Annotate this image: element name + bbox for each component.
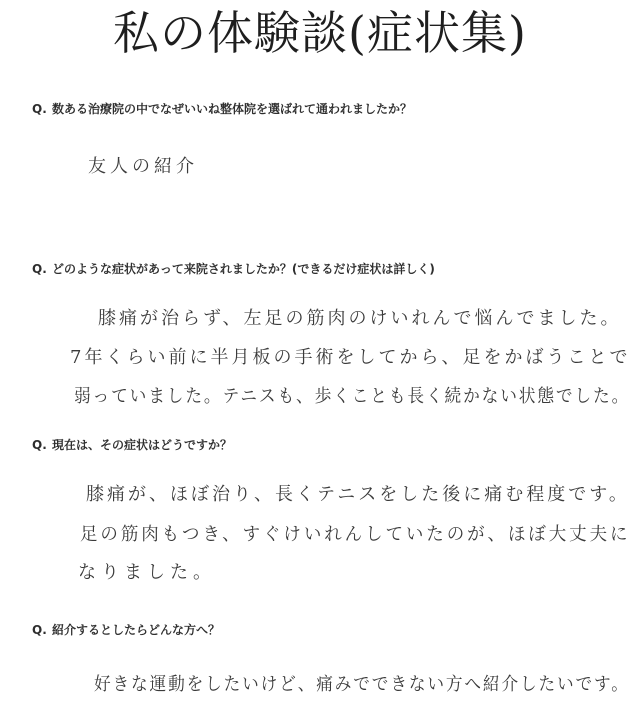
question-3 <box>32 435 622 455</box>
answer-line: なりました。 <box>78 562 216 583</box>
question-text: 紹介するとしたらどんな方へ？ <box>52 623 221 637</box>
answer-line: 足の筋肉もつき、すぐけいれんしていたのが、ほぼ大丈夫に <box>80 524 631 545</box>
question-marker: Q. <box>32 623 47 637</box>
question-marker: Q. <box>32 438 47 452</box>
question-marker: Q. <box>32 262 47 276</box>
question-marker: Q. <box>32 102 47 116</box>
answer-line: 弱っていました。テニスも、歩くことも長く続かない状態でした。 <box>74 386 631 407</box>
answer-line: 7年くらい前に半月板の手術をしてから、足をかばうことで <box>70 347 631 368</box>
answer-line: 膝痛が治らず、左足の筋肉のけいれんで悩んでました。 <box>98 308 622 329</box>
question-text: 現在は、その症状はどうですか？ <box>52 438 233 452</box>
question-2 <box>32 259 622 279</box>
question-1 <box>32 99 622 119</box>
question-text: 数ある治療院の中でなぜいいね整体院を選ばれて通われましたか？ <box>52 102 413 116</box>
answer-line: 膝痛が、ほぼ治り、長くテニスをした後に痛む程度です。 <box>86 484 630 505</box>
question-text: どのような症状があって来院されましたか？(できるだけ症状は詳しく) <box>52 262 435 276</box>
answer-line: 友人の紹介 <box>88 156 198 177</box>
answer-line: 好きな運動をしたいけど、痛みでできない方へ紹介したいです。 <box>94 674 630 695</box>
question-4 <box>32 620 622 640</box>
page-title: 私の体験談(症状集) <box>113 6 527 60</box>
